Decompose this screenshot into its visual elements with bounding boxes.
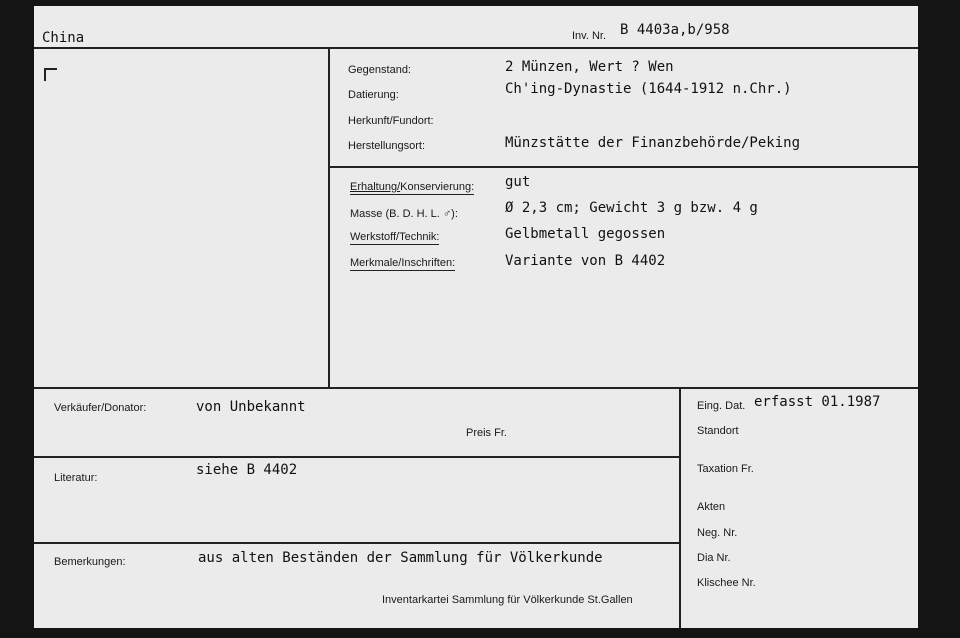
masse-label: Masse (B. D. H. L. ♂): — [350, 208, 458, 220]
dia-label: Dia Nr. — [697, 552, 731, 564]
herstellungsort-label: Herstellungsort: — [348, 140, 426, 152]
herstellungsort-value: Münzstätte der Finanzbehörde/Peking — [505, 135, 801, 151]
klischee-label: Klischee Nr. — [697, 577, 756, 589]
akten-label: Akten — [697, 501, 726, 513]
corner-mark — [44, 68, 57, 81]
literatur-label: Literatur: — [54, 472, 98, 484]
verkaeufer-label: Verkäufer/Donator: — [54, 402, 147, 414]
divider-vertical-left — [328, 49, 330, 389]
divider-vertical-right — [679, 389, 681, 628]
eing-label: Eing. Dat. — [697, 400, 746, 412]
datierung-label: Datierung: — [348, 89, 399, 101]
footer-label: Inventarkartei Sammlung für Völkerkunde St.Gallen — [382, 594, 633, 606]
divider-middle — [34, 387, 918, 389]
werkstoff-value: Gelbmetall gegossen — [505, 226, 666, 242]
country: China — [42, 30, 85, 46]
erhaltung-label-a: Erhaltung/ — [350, 181, 401, 193]
bemerkungen-value: aus alten Beständen der Sammlung für Völkerkunde — [198, 550, 603, 566]
gegenstand-label: Gegenstand: — [348, 64, 411, 76]
divider-header — [34, 47, 918, 49]
merkmale-value: Variante von B 4402 — [505, 253, 666, 269]
inventory-card — [34, 6, 918, 628]
bemerkungen-label: Bemerkungen: — [54, 556, 126, 568]
masse-value: Ø 2,3 cm; Gewicht 3 g bzw. 4 g — [505, 200, 758, 216]
erhaltung-label — [350, 181, 474, 195]
erhaltung-label-b: Konservierung: — [400, 181, 475, 193]
herkunft-label: Herkunft/Fundort: — [348, 115, 434, 127]
literatur-value: siehe B 4402 — [196, 462, 298, 478]
inv-value: B 4403a,b/958 — [620, 22, 730, 38]
divider-literatur-bemerkungen — [34, 542, 679, 544]
verkaeufer-value: von Unbekannt — [196, 399, 306, 415]
datierung-value: Ch'ing-Dynastie (1644-1912 n.Chr.) — [505, 81, 792, 97]
divider-object-condition — [330, 166, 918, 168]
divider-verkaeufer-literatur — [34, 456, 679, 458]
neg-label: Neg. Nr. — [697, 527, 738, 539]
preis-label: Preis Fr. — [466, 427, 507, 439]
standort-label: Standort — [697, 425, 739, 437]
werkstoff-label: Werkstoff/Technik: — [350, 231, 440, 243]
taxation-label: Taxation Fr. — [697, 463, 754, 475]
merkmale-label: Merkmale/Inschriften: — [350, 257, 456, 269]
inv-label: Inv. Nr. — [572, 30, 607, 42]
erhaltung-value: gut — [505, 174, 531, 190]
eing-value: erfasst 01.1987 — [754, 394, 881, 410]
gegenstand-value: 2 Münzen, Wert ? Wen — [505, 59, 674, 75]
